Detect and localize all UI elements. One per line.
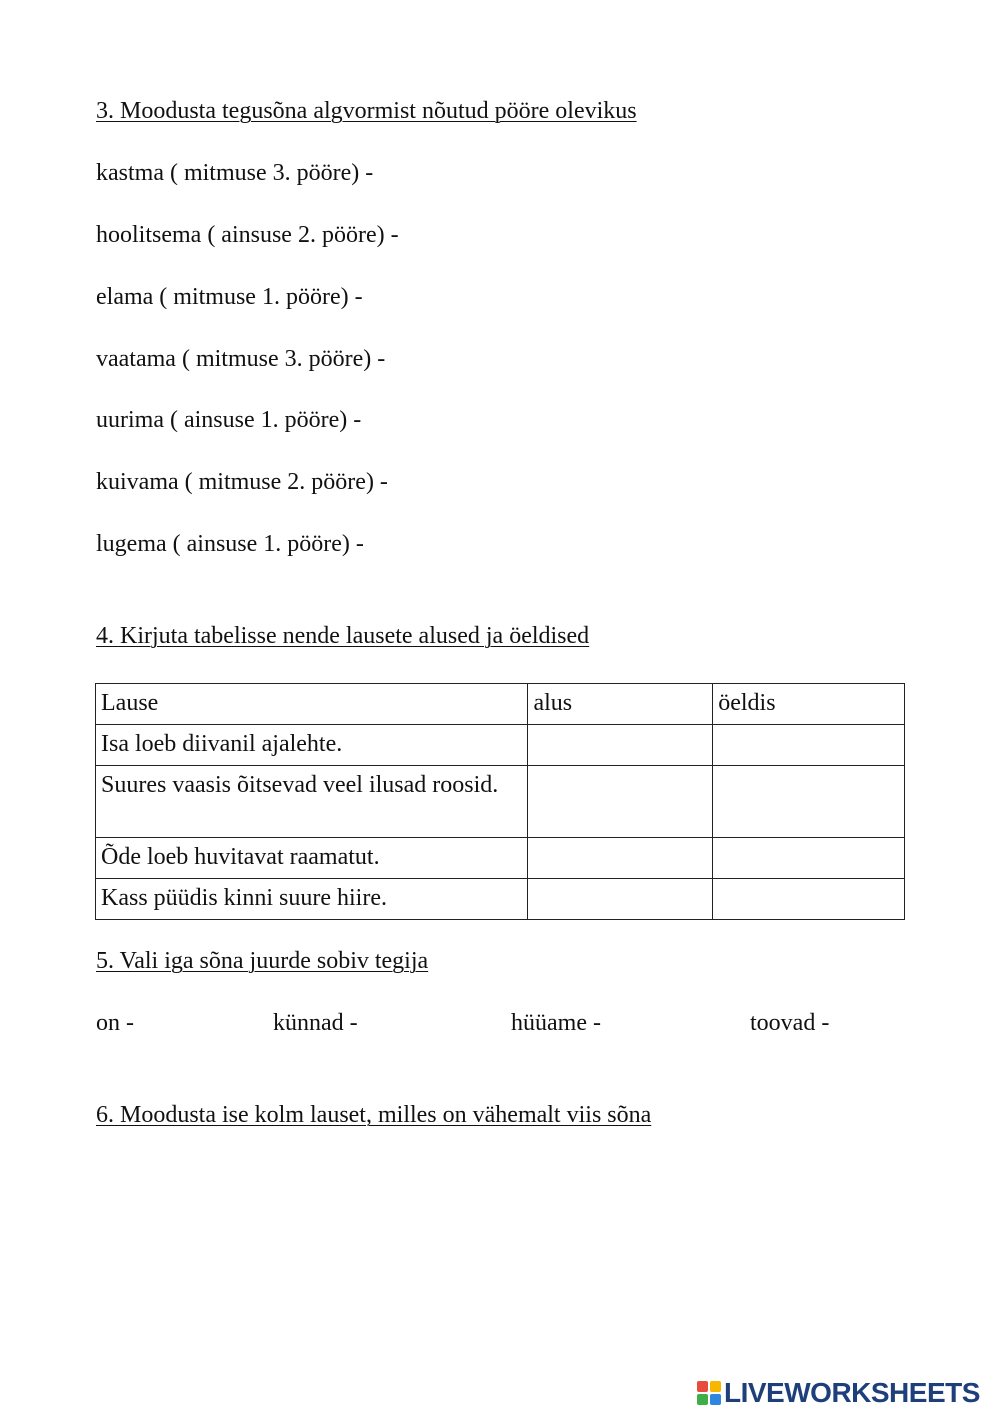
oeldis-answer-cell[interactable] [713, 766, 905, 838]
section4-title: 4. Kirjuta tabelisse nende lausete alused ja öeldised [96, 623, 590, 649]
oeldis-answer-cell[interactable] [713, 879, 905, 920]
section5-title: 5. Vali iga sõna juurde sobiv tegija [96, 948, 429, 974]
logo-square [697, 1394, 708, 1405]
logo-square [710, 1381, 721, 1392]
header-lause: Lause [96, 684, 528, 725]
verb-word: hüüame - [511, 1010, 601, 1036]
alus-answer-cell[interactable] [528, 766, 713, 838]
verb-word: künnad - [273, 1010, 358, 1036]
verb-item: uurima ( ainsuse 1. pööre) - [96, 407, 362, 433]
table-row [96, 879, 905, 920]
table-header-row [96, 684, 905, 725]
table-row [96, 766, 905, 838]
section3-title: 3. Moodusta tegusõna algvormist nõutud pööre olevikus [96, 98, 637, 124]
sentence-cell: Suures vaasis õitsevad veel ilusad roosid. [96, 766, 528, 838]
header-oeldis: öeldis [713, 684, 905, 725]
verb-word: toovad - [750, 1010, 830, 1036]
sentence-cell: Isa loeb diivanil ajalehte. [96, 725, 528, 766]
sentence-table [95, 683, 905, 920]
verb-item: elama ( mitmuse 1. pööre) - [96, 284, 363, 310]
oeldis-answer-cell[interactable] [713, 725, 905, 766]
logo-square [710, 1394, 721, 1405]
alus-answer-cell[interactable] [528, 725, 713, 766]
verb-item: kuivama ( mitmuse 2. pööre) - [96, 469, 388, 495]
verb-item: lugema ( ainsuse 1. pööre) - [96, 531, 364, 557]
section6-title: 6. Moodusta ise kolm lauset, milles on vähemalt viis sõna [96, 1102, 652, 1128]
logo-square [697, 1381, 708, 1392]
verb-item: vaatama ( mitmuse 3. pööre) - [96, 346, 386, 372]
brand-name: LIVEWORKSHEETS [724, 1377, 980, 1408]
verb-item: kastma ( mitmuse 3. pööre) - [96, 160, 374, 186]
liveworksheets-logo [697, 1376, 980, 1410]
table-row [96, 725, 905, 766]
logo-squares-icon [697, 1381, 721, 1405]
header-alus: alus [528, 684, 713, 725]
sentence-cell: Õde loeb huvitavat raamatut. [96, 838, 528, 879]
sentence-cell: Kass püüdis kinni suure hiire. [96, 879, 528, 920]
verb-item: hoolitsema ( ainsuse 2. pööre) - [96, 222, 399, 248]
verb-word: on - [96, 1010, 134, 1036]
alus-answer-cell[interactable] [528, 879, 713, 920]
oeldis-answer-cell[interactable] [713, 838, 905, 879]
alus-answer-cell[interactable] [528, 838, 713, 879]
table-row [96, 838, 905, 879]
